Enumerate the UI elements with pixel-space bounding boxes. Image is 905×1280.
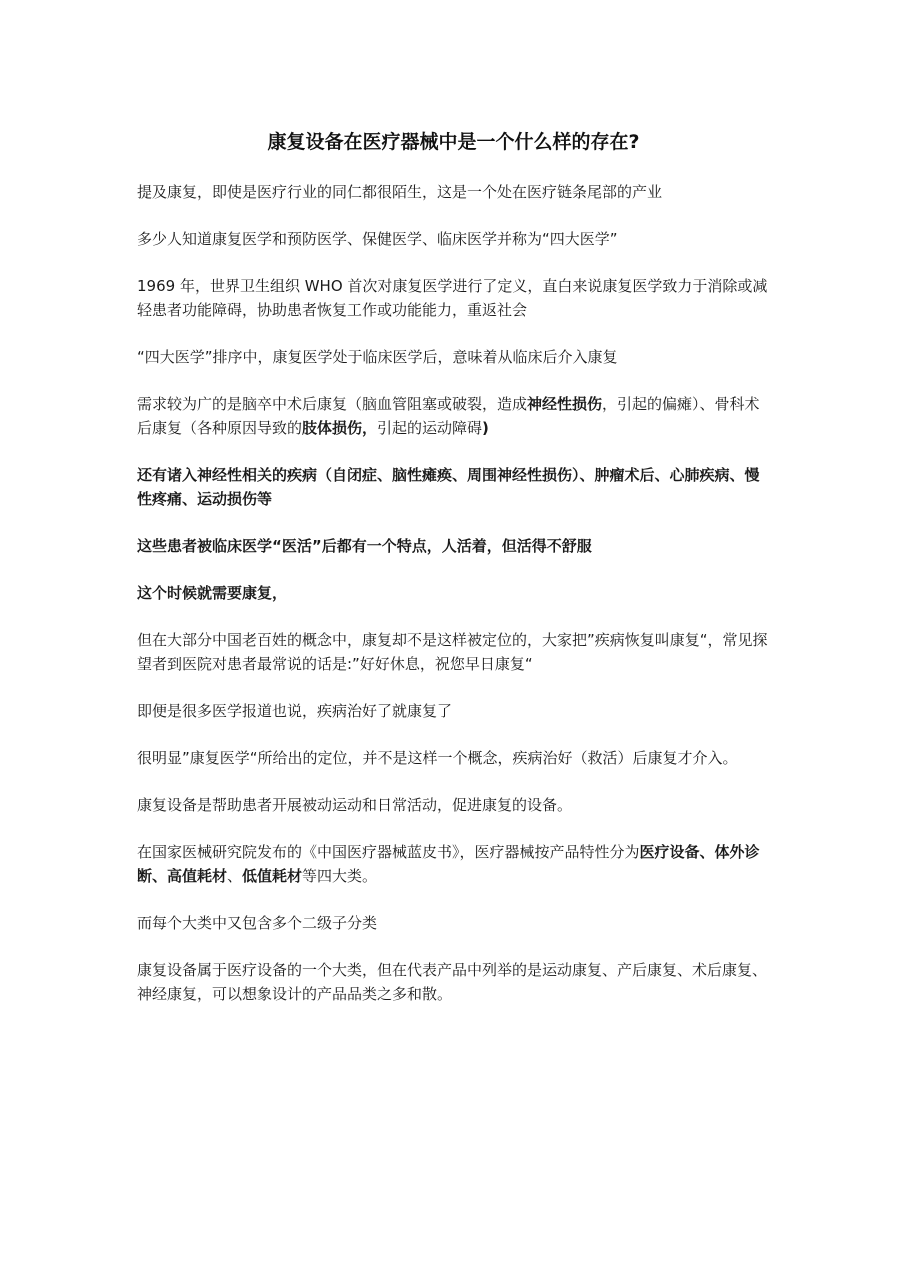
paragraph-5-bold-limb-injury: 肢体损伤， — [302, 419, 378, 437]
paragraph-13-bold-categories: 医疗设备、体外诊断、高值耗材 — [137, 843, 760, 885]
paragraph-5-text-c: ，引起的偏瘫）、骨科术后康复（各种原因导致的 — [137, 395, 760, 437]
document-title: 康复设备在医疗器械中是一个什么样的存在? — [267, 131, 640, 153]
paragraph-9: 但在大部分中国老百姓的概念中，康复却不是这样被定位的，大家把”疾病恢复叫康复“，常见探望者到医院对患者最常说的话是:”好好休息，祝您早日康复“ — [137, 631, 768, 673]
paragraph-8: 这个时候就需要康复， — [137, 584, 288, 602]
paragraph-12: 康复设备是帮助患者开展被动运动和日常活动，促进康复的设备。 — [137, 796, 573, 814]
paragraph-1: 提及康复，即使是医疗行业的同仁都很陌生，这是一个处在医疗链条尾部的产业 — [137, 183, 663, 201]
paragraph-13-text-c: 、 — [227, 867, 243, 885]
paragraph-5-bold-nerve-injury: 神经性损伤 — [527, 395, 603, 413]
paragraph-10: 即便是很多医学报道也说，疾病治好了就康复了 — [137, 702, 453, 720]
paragraph-5 — [137, 392, 770, 440]
paragraph-13 — [137, 840, 770, 888]
paragraph-5-text-e: 引起的运动障碍 — [377, 419, 483, 437]
paragraph-14: 而每个大类中又包含多个二级子分类 — [137, 914, 378, 932]
paragraph-15: 康复设备属于医疗设备的一个大类，但在代表产品中列举的是运动康复、产后康复、术后康复、神经康复，可以想象设计的产品品类之多和散。 — [137, 961, 768, 1003]
paragraph-13-text-e: 等四大类。 — [302, 867, 378, 885]
paragraph-2: 多少人知道康复医学和预防医学、保健医学、临床医学并称为“四大医学” — [137, 230, 618, 248]
document-page — [137, 128, 770, 1029]
paragraph-5-close-paren: ) — [482, 419, 489, 437]
paragraph-7: 这些患者被临床医学“医活”后都有一个特点，人活着，但活得不舒服 — [137, 537, 592, 555]
paragraph-4: “四大医学”排序中，康复医学处于临床医学后，意味着从临床后介入康复 — [137, 348, 618, 366]
paragraph-5-text-a: 需求较为广的是脑卒中术后康复（脑血管阻塞或破裂，造成 — [137, 395, 528, 413]
paragraph-11: 很明显”康复医学“所给出的定位，并不是这样一个概念，疾病治好（救活）后康复才介入。 — [137, 749, 738, 767]
paragraph-3: 1969 年，世界卫生组织 WHO 首次对康复医学进行了定义，直白来说康复医学致力于消除或减轻患者功能障碍，协助患者恢复工作或功能能力，重返社会 — [137, 277, 768, 319]
paragraph-13-text-a: 在国家医械研究院发布的《中国医疗器械蓝皮书》，医疗器械按产品特性分为 — [137, 843, 640, 861]
paragraph-6: 还有诸入神经性相关的疾病（自闭症、脑性瘫痪、周围神经性损伤）、肿瘤术后、心肺疾病、慢性疼痛、运动损伤等 — [137, 466, 760, 508]
paragraph-13-bold-low-value: 低值耗材 — [242, 867, 303, 885]
